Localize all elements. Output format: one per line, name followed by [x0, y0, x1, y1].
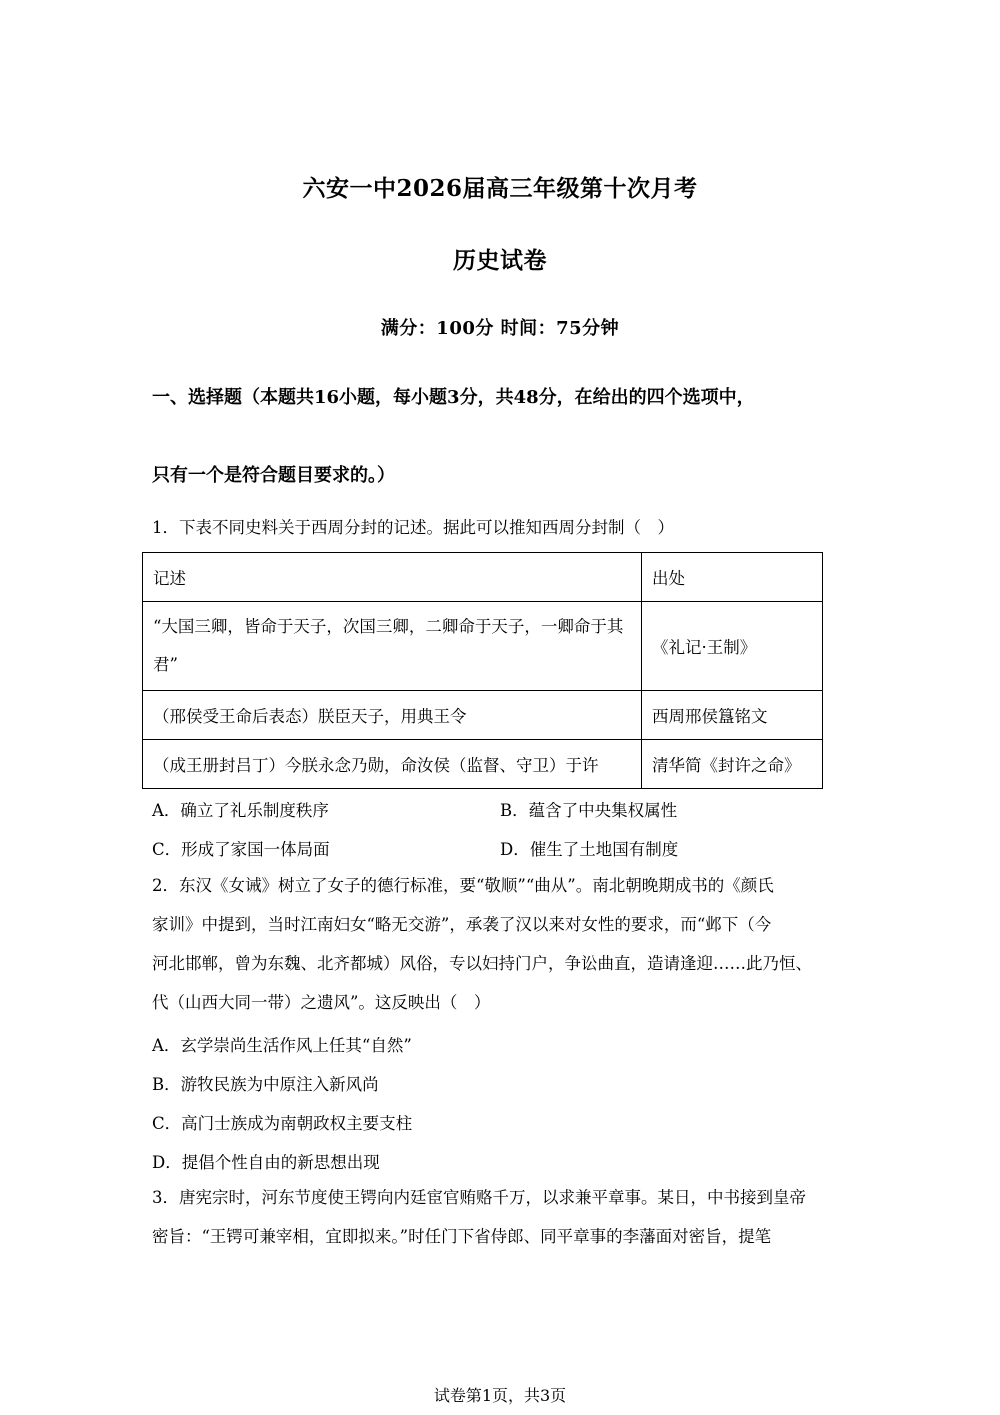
table-cell-record: （邢侯受王命后表态）朕臣天子，用典王令 [143, 691, 642, 740]
table-row [143, 602, 823, 691]
table-cell-source: 《礼记·王制》 [642, 602, 823, 691]
question-2-stem-line: 河北邯郸，曾为东魏、北齐都城）风俗，专以妇持门户，争讼曲直，造请逢迎……此乃恒、 [152, 954, 812, 973]
question-2-option-d: D．提倡个性自由的新思想出现 [152, 1153, 380, 1172]
table-cell-source: 西周邢侯簋铭文 [642, 691, 823, 740]
question-3-stem-line: 密旨：“王锷可兼宰相，宜即拟来。”时任门下省侍郎、同平章事的李藩面对密旨，提笔 [152, 1227, 772, 1246]
question-1-option-d: D．催生了土地国有制度 [500, 840, 679, 859]
table-cell-record: “大国三卿，皆命于天子，次国三卿，二卿命于天子，一卿命于其君” [143, 602, 642, 691]
page-footer: 试卷第1页，共3页 [433, 1386, 567, 1405]
question-1-option-a: A．确立了礼乐制度秩序 [152, 801, 329, 820]
exam-meta: 满分：100分 时间：75分钟 [380, 318, 620, 339]
question-2-stem-line: 2．东汉《女诫》树立了女子的德行标准，要“敬顺”“曲从”。南北朝晚期成书的《颜氏 [152, 876, 774, 895]
table-header-row [143, 553, 823, 602]
question-2-option-c: C．高门士族成为南朝政权主要支柱 [152, 1114, 413, 1133]
question-2-option-a: A．玄学崇尚生活作风上任其“自然” [152, 1036, 412, 1055]
question-2-stem-line: 代（山西大同一带）之遗风”。这反映出（ ） [152, 993, 491, 1012]
table-header-record: 记述 [143, 553, 642, 602]
question-2-option-b: B．游牧民族为中原注入新风尚 [152, 1075, 379, 1094]
section-heading-line1: 一、选择题（本题共16小题，每小题3分，共48分，在给出的四个选项中， [152, 387, 755, 408]
source-table [142, 552, 823, 789]
exam-title: 六安一中2026届高三年级第十次月考 [302, 175, 698, 202]
table-header-source: 出处 [642, 553, 823, 602]
table-row [143, 691, 823, 740]
question-1-option-c: C．形成了家国一体局面 [152, 840, 330, 859]
table-cell-source: 清华简《封许之命》 [642, 740, 823, 789]
table-cell-record: （成王册封吕丁）今朕永念乃勋，命汝侯（监督、守卫）于许 [143, 740, 642, 789]
section-heading-line2: 只有一个是符合题目要求的。） [152, 465, 395, 486]
table-row [143, 740, 823, 789]
exam-subject: 历史试卷 [453, 247, 547, 274]
question-3-stem-line: 3．唐宪宗时，河东节度使王锷向内廷宦官贿赂千万，以求兼平章事。某日，中书接到皇帝 [152, 1188, 806, 1207]
question-2-stem-line: 家训》中提到，当时江南妇女“略无交游”，承袭了汉以来对女性的要求，而“邺下（今 [152, 915, 772, 934]
question-1-stem: 1．下表不同史料关于西周分封的记述。据此可以推知西周分封制（ ） [152, 518, 674, 537]
question-1-option-b: B．蕴含了中央集权属性 [500, 801, 678, 820]
